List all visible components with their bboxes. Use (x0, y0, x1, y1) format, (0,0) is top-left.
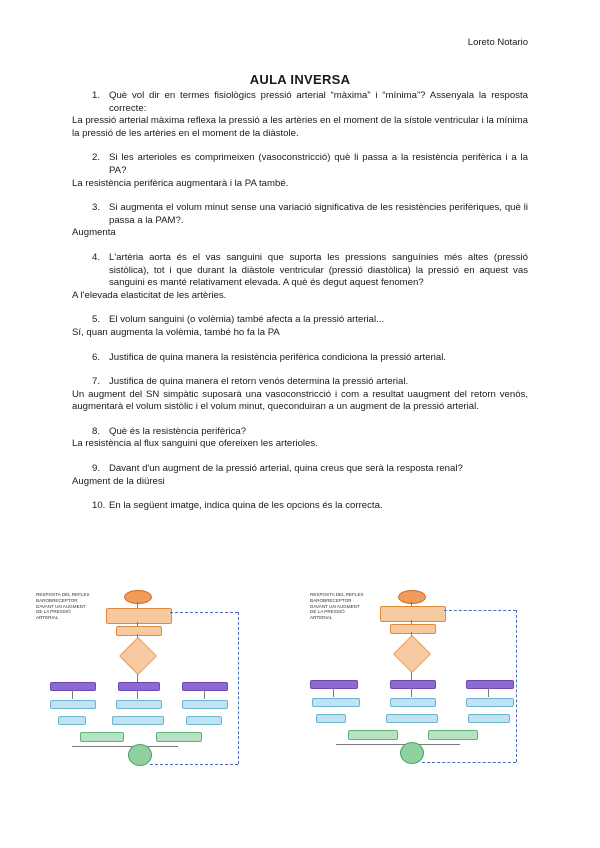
diagram-green-box (428, 730, 478, 740)
question-2: 2. Si les arterioles es comprimeixen (vasoconstricció) què li passa a la resistència perifèrica i a la PA? (92, 152, 528, 176)
diagram-box (116, 626, 162, 636)
diagram-blue-box (186, 716, 222, 725)
question-5: 5. El volum sanguini (o volèmia) també afecta a la pressió arterial... (92, 314, 385, 326)
diagram-box (380, 606, 446, 622)
question-6: 6. Justifica de quina manera la resistència perifèrica condiciona la pressió arterial. (92, 351, 447, 363)
diagram-blue-box (58, 716, 86, 725)
diagram-blue-box (468, 714, 510, 723)
diagram-purple-box (310, 680, 358, 689)
diagram-box (106, 608, 172, 624)
diagram-blue-box (466, 698, 514, 707)
diagram-blue-box (316, 714, 346, 723)
diagram-purple-box (118, 682, 160, 691)
page-title: AULA INVERSA (249, 72, 351, 87)
diagram-purple-box (390, 680, 436, 689)
answer-7: Un augment del SN simpàtic suposarà una vasoconstricció i com a resultat uaugment del retorn venós, augmentarà el volum sistòlic i el volum minut, queconduiran a un augment de la pressió arterial. (72, 388, 528, 413)
baroreceptor-diagram-right (306, 582, 526, 768)
question-3: 3. Si augmenta el volum minut sense una variació significativa de les resistències perifèriques, què li passa a la PAM?. (92, 202, 528, 226)
question-9: 9. Davant d'un augment de la pressió arterial, quina creus que serà la resposta renal? (92, 463, 463, 475)
diagram-purple-box (182, 682, 228, 691)
diagram-blue-box (386, 714, 438, 723)
diagram-label: RESPOSTA DEL REFLEX BAROBRECEPTOR DAVANT UN AUGMENT DE LA PRESSIÓ ARTERIAL (310, 592, 364, 621)
diagram-start-node (124, 590, 152, 604)
answer-1: La pressió arterial màxima reflexa la pressió a les artèries en el moment de la sístole ventricular i la mínima la pressió de les artèries en el moment de la diàstole. (72, 115, 528, 139)
answer-4: A l'elevada elasticitat de les artèries. (72, 289, 227, 301)
diagram-green-box (80, 732, 124, 742)
diagram-end-node (400, 742, 424, 764)
diagram-blue-box (182, 700, 228, 709)
diagram-decision (393, 635, 431, 673)
answer-5: Sí, quan augmenta la volèmia, també ho fa la PA (72, 326, 280, 338)
question-1: 1. Què vol dir en termes fisiològics pressió arterial “màxima” i “mínima”? Assenyala la resposta correcte: (92, 90, 528, 114)
diagram-start-node (398, 590, 426, 604)
diagram-box (390, 624, 436, 634)
question-10: 10. En la següent imatge, indica quina de les opcions és la correcta. (92, 500, 383, 512)
answer-3: Augmenta (72, 227, 116, 239)
diagram-blue-box (112, 716, 164, 725)
diagram-label: RESPOSTA DEL REFLEX BAROBRECEPTOR DAVANT UN AUGMENT DE LA PRESSIÓ ARTERIAL (36, 592, 90, 621)
answer-8: La resistència al flux sanguini que ofereixen les arterioles. (72, 438, 318, 450)
question-4: 4. L'artèria aorta és el vas sanguini que suporta les pressions sanguínies més altes (pressió sistòlica), tot i que durant la diàstole ventricular (pressió diastòlica) la pressió en aquest vas sanguini es manté relativament elevada. A què és degut aquest fenomen? (92, 251, 528, 289)
author-name: Loreto Notario (467, 37, 528, 48)
diagram-end-node (128, 744, 152, 766)
diagram-purple-box (466, 680, 514, 689)
diagram-green-box (156, 732, 202, 742)
question-list (72, 90, 528, 513)
answer-2: La resistència perifèrica augmentarà i la PA també. (72, 177, 289, 189)
baroreceptor-diagram-left (32, 582, 252, 768)
diagram-blue-box (116, 700, 162, 709)
diagram-blue-box (312, 698, 360, 707)
question-7: 7. Justifica de quina manera el retorn venós determina la pressió arterial. (92, 376, 409, 388)
diagram-decision (119, 637, 157, 675)
answer-9: Augment de la diüresi (72, 475, 165, 487)
question-8: 8. Què és la resistència perifèrica? (92, 425, 247, 437)
diagram-purple-box (50, 682, 96, 691)
diagram-green-box (348, 730, 398, 740)
diagram-blue-box (50, 700, 96, 709)
diagram-blue-box (390, 698, 436, 707)
